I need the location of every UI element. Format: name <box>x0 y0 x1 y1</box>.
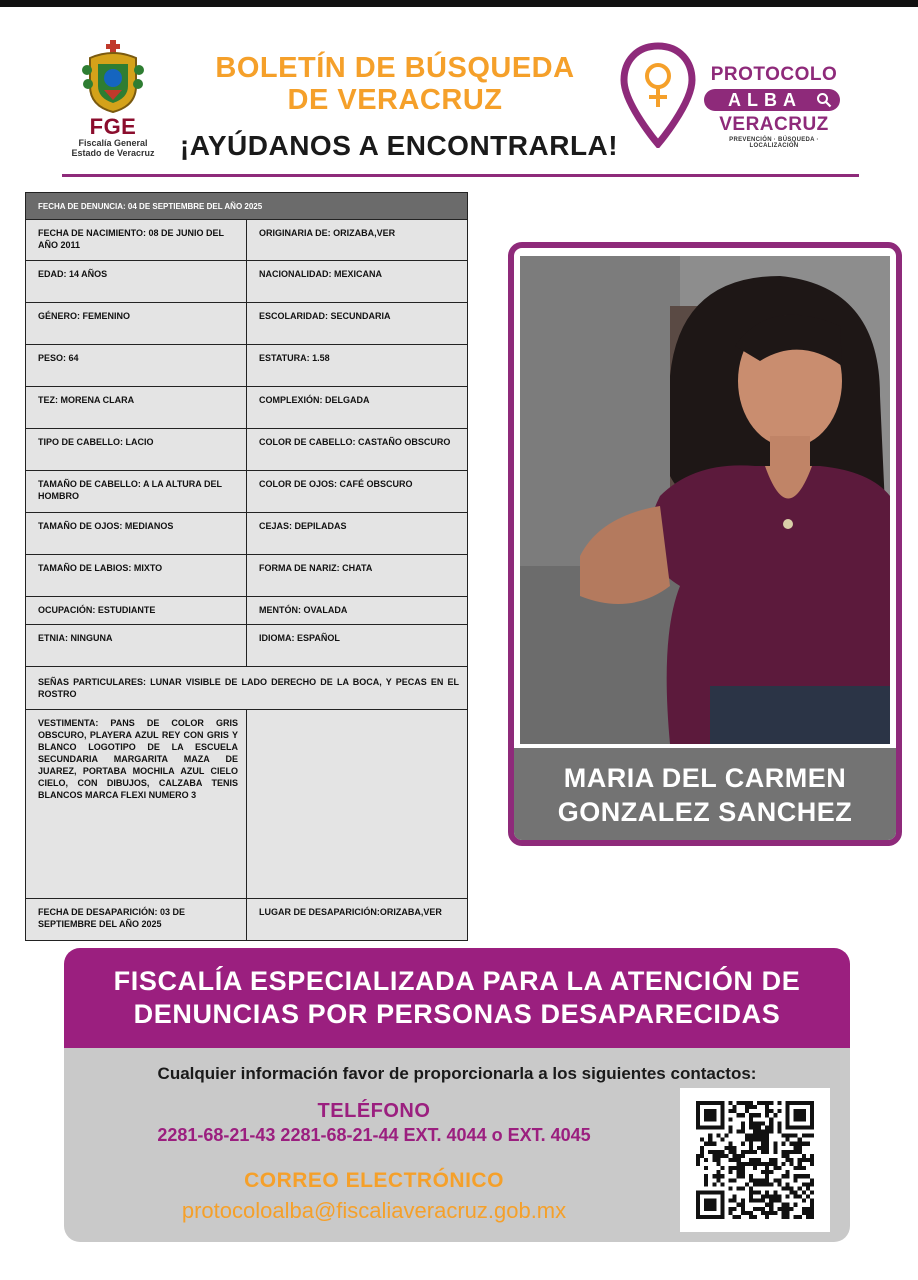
occupation-cell: OCUPACIÓN: ESTUDIANTE <box>26 597 247 624</box>
chin-cell: MENTÓN: OVALADA <box>259 605 348 615</box>
person-name-line1: MARIA DEL CARMEN <box>563 763 847 793</box>
header-divider <box>62 174 859 177</box>
protocolo-alba-logo <box>620 42 860 154</box>
table-row <box>26 470 467 512</box>
clothing-cell: VESTIMENTA: PANS DE COLOR GRIS OBSCURO, PLAYERA AZUL REY CON GRIS Y BLANCO LOGOTIPO DE LA ESCUELA SECUNDARIA MARGARITA MAZA DE JUAREZ, PORTABA MOCHILA AZUL CIELO CIELO, CON DIBUJOS, CALZABA TENIS BLANCOS MARCA FLEXI NUMERO 3 <box>26 710 247 898</box>
location-pin-icon <box>620 42 696 148</box>
phone-numbers[interactable]: 2281-68-21-43 2281-68-21-44 EXT. 4044 o EXT. 4045 <box>157 1125 591 1145</box>
bulletin-title-line2: DE VERACRUZ <box>287 84 503 116</box>
hair-type-cell: TIPO DE CABELLO: LACIO <box>26 429 247 470</box>
empty-cell <box>247 710 467 898</box>
disappearance-place-cell: LUGAR DE DESAPARICIÓN:ORIZABA,VER <box>259 907 442 917</box>
table-row <box>26 596 467 624</box>
person-photo-illustration <box>520 256 890 744</box>
table-row <box>26 386 467 428</box>
alba-line2: VERACRUZ <box>719 114 829 135</box>
agency-banner <box>64 948 850 1048</box>
agency-line1: FISCALÍA ESPECIALIZADA PARA LA ATENCIÓN DE <box>113 966 801 996</box>
alba-pill-text: ALBA <box>728 90 802 110</box>
photo-card <box>508 242 902 846</box>
table-row <box>26 428 467 470</box>
email-label: CORREO ELECTRÓNICO <box>244 1169 504 1192</box>
search-icon <box>816 92 832 108</box>
birth-date-cell: FECHA DE NACIMIENTO: 08 DE JUNIO DEL AÑO 2011 <box>26 220 247 260</box>
table-row <box>26 554 467 596</box>
table-row <box>26 302 467 344</box>
description-table <box>25 192 468 941</box>
nationality-cell: NACIONALIDAD: MEXICANA <box>259 269 382 279</box>
language-cell: IDIOMA: ESPAÑOL <box>259 633 340 643</box>
alba-pill <box>704 89 840 111</box>
table-row <box>26 512 467 554</box>
person-name <box>514 748 896 840</box>
coat-of-arms-icon <box>82 40 144 114</box>
distinguishing-marks-cell: SEÑAS PARTICULARES: LUNAR VISIBLE DE LADO DERECHO DE LA BOCA, Y PECAS EN EL ROSTRO <box>38 677 459 699</box>
skin-tone-cell: TEZ: MORENA CLARA <box>26 387 247 428</box>
height-cell: ESTATURA: 1.58 <box>259 353 330 363</box>
weight-cell: PESO: 64 <box>26 345 247 386</box>
contact-panel <box>64 1048 850 1242</box>
alba-tagline: PREVENCIÓN · BÚSQUEDA · LOCALIZACIÓN <box>729 137 819 149</box>
disappearance-date-cell: FECHA DE DESAPARICIÓN: 03 DE SEPTIEMBRE DEL AÑO 2025 <box>26 899 247 940</box>
email-link[interactable]: protocoloalba@fiscaliaveracruz.gob.mx <box>181 1198 567 1223</box>
qr-code-icon[interactable] <box>680 1088 830 1232</box>
fge-logo <box>62 40 164 162</box>
table-row <box>26 624 467 666</box>
hair-color-cell: COLOR DE CABELLO: CASTAÑO OBSCURO <box>259 437 451 447</box>
schooling-cell: ESCOLARIDAD: SECUNDARIA <box>259 311 391 321</box>
gender-cell: GÉNERO: FEMENINO <box>26 303 247 344</box>
table-row <box>26 219 467 260</box>
ethnicity-cell: ETNIA: NINGUNA <box>26 625 247 666</box>
report-date-header: FECHA DE DENUNCIA: 04 DE SEPTIEMBRE DEL AÑO 2025 <box>26 193 467 219</box>
table-row <box>26 709 467 898</box>
fge-line1: Fiscalía General <box>78 138 148 148</box>
top-border <box>0 0 918 7</box>
eye-size-cell: TAMAÑO DE OJOS: MEDIANOS <box>26 513 247 554</box>
help-us-subtitle: ¡AYÚDANOS A ENCONTRARLA! <box>179 130 619 161</box>
alba-line1: PROTOCOLO <box>710 64 838 85</box>
bulletin-title-line1: BOLETÍN DE BÚSQUEDA <box>215 52 575 84</box>
table-row <box>26 898 467 940</box>
qr-code-graphic <box>696 1098 814 1222</box>
table-row <box>26 260 467 302</box>
person-photo <box>520 256 890 744</box>
build-cell: COMPLEXIÓN: DELGADA <box>259 395 370 405</box>
age-cell: EDAD: 14 AÑOS <box>26 261 247 302</box>
person-name-line2: GONZALEZ SANCHEZ <box>557 797 853 827</box>
lip-size-cell: TAMAÑO DE LABIOS: MIXTO <box>26 555 247 596</box>
table-row <box>26 344 467 386</box>
agency-line2: DENUNCIAS POR PERSONAS DESAPARECIDAS <box>133 999 781 1029</box>
fge-abbr: FGE <box>89 114 137 139</box>
hair-length-cell: TAMAÑO DE CABELLO: A LA ALTURA DEL HOMBRO <box>26 471 247 512</box>
table-row <box>26 666 467 709</box>
contact-intro: Cualquier información favor de proporcionarla a los siguientes contactos: <box>157 1064 757 1083</box>
eye-color-cell: COLOR DE OJOS: CAFÉ OBSCURO <box>259 479 413 489</box>
bulletin-title <box>180 52 610 116</box>
eyebrows-cell: CEJAS: DEPILADAS <box>259 521 347 531</box>
nose-shape-cell: FORMA DE NARIZ: CHATA <box>259 563 373 573</box>
origin-cell: ORIGINARIA DE: ORIZABA,VER <box>259 228 396 238</box>
fge-line2: Estado de Veracruz <box>71 148 155 158</box>
phone-label: TELÉFONO <box>317 1100 431 1122</box>
